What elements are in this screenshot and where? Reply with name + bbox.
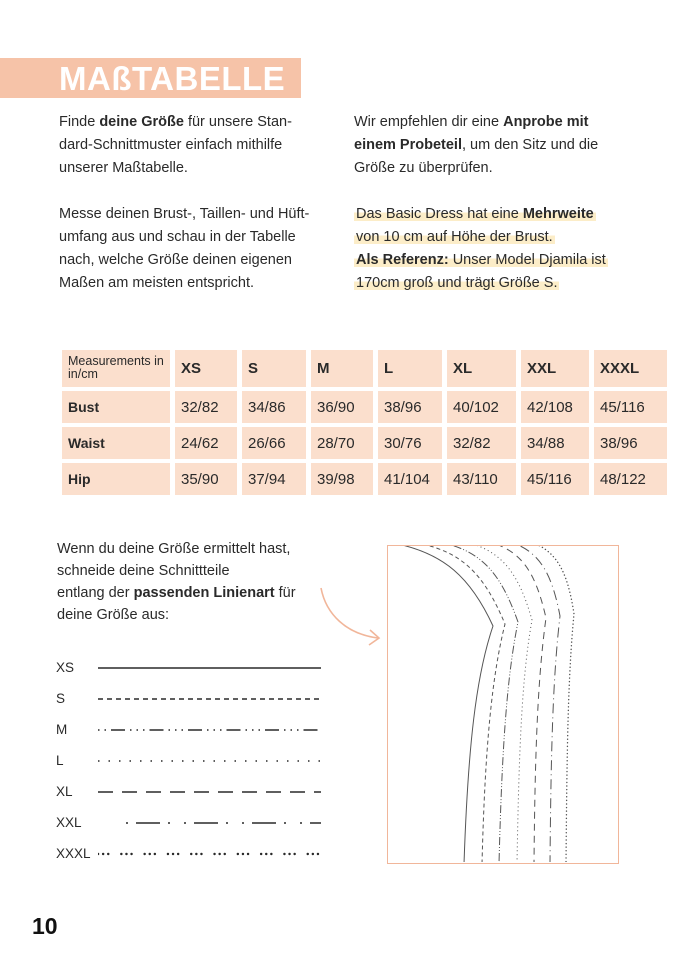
text-line: [57, 585, 296, 601]
text-run: Messe deinen Brust-, Taillen- und Hüft-: [59, 206, 310, 222]
text-line: [354, 114, 588, 130]
size-table-header-row: [62, 350, 667, 387]
text-line: [354, 252, 608, 268]
line-sample-xxxl: [98, 842, 338, 870]
line-sample-xl: [98, 780, 338, 808]
legend-label-xxl: XXL: [56, 815, 82, 830]
bold-text: passenden Linienart: [133, 585, 275, 601]
table-row-waist: [62, 427, 667, 459]
legend-label-xxxl: XXXL: [56, 846, 91, 861]
text-line: [59, 137, 282, 153]
text-run: entlang der: [57, 585, 134, 601]
text-run: unserer Maßtabelle.: [59, 160, 188, 176]
table-cell: 32/82: [447, 427, 516, 459]
size-header-xs: XS: [175, 350, 237, 387]
page-title: MAßTABELLE: [59, 60, 286, 97]
text-line: [354, 229, 555, 245]
size-header-s: S: [242, 350, 306, 387]
text-run: Größe zu überprüfen.: [354, 160, 493, 176]
table-cell: 40/102: [447, 391, 516, 423]
intro-left-paragraph-2: [59, 203, 334, 295]
text-run: Unser Model Djamila ist: [448, 252, 606, 268]
line-sample-xxl: [98, 811, 338, 839]
intro-left-paragraph-1: [59, 111, 334, 180]
row-label-waist: Waist: [62, 427, 170, 459]
pattern-lines-drawing: [388, 546, 617, 862]
text-line: [354, 206, 596, 222]
legend-label-s: S: [56, 691, 66, 706]
legend-row-xs: [56, 656, 346, 687]
table-cell: 38/96: [594, 427, 667, 459]
text-run: 170cm groß und trägt Größe S.: [356, 275, 558, 291]
table-cell: 32/82: [175, 391, 237, 423]
text-line: [59, 114, 292, 130]
intro-right-paragraph-2: [354, 203, 644, 295]
row-label-hip: Hip: [62, 463, 170, 495]
table-cell: 45/116: [521, 463, 589, 495]
page-number: 10: [32, 913, 58, 939]
table-cell: 37/94: [242, 463, 306, 495]
legend-label-l: L: [56, 753, 64, 768]
size-header-m: M: [311, 350, 373, 387]
table-cell: 43/110: [447, 463, 516, 495]
line-sample-s: [98, 687, 338, 715]
text-line: [354, 160, 493, 176]
text-line: [59, 206, 309, 222]
line-type-legend: [56, 656, 346, 873]
text-run: schneide deine Schnittteile: [57, 563, 230, 579]
size-table: [57, 346, 672, 499]
table-cell: 24/62: [175, 427, 237, 459]
table-cell: 42/108: [521, 391, 589, 423]
text-run: , um den Sitz und die: [461, 137, 599, 153]
text-run: Das Basic Dress hat eine: [356, 206, 523, 222]
text-run: von 10 cm auf Höhe der Brust.: [356, 229, 553, 245]
bold-text: Als Referenz:: [356, 252, 449, 268]
text-line: [57, 607, 169, 623]
intro-right: [354, 111, 644, 295]
text-run: umfang aus und schau in der Tabelle: [59, 229, 296, 245]
size-header-l: L: [378, 350, 442, 387]
legend-row-xxxl: [56, 842, 346, 873]
intro-left: [59, 111, 334, 295]
line-sample-m: [98, 718, 338, 746]
legend-row-xxl: [56, 811, 346, 842]
text-run: Wenn du deine Größe ermittelt hast,: [57, 541, 291, 557]
table-cell: 35/90: [175, 463, 237, 495]
legend-label-xs: XS: [56, 660, 75, 675]
table-cell: 41/104: [378, 463, 442, 495]
text-line: [59, 275, 254, 291]
text-run: dard-Schnittmuster einfach mithilfe: [59, 137, 283, 153]
text-run: Finde: [59, 114, 100, 130]
legend-row-l: [56, 749, 346, 780]
legend-label-xl: XL: [56, 784, 73, 799]
text-line: [57, 541, 290, 557]
intro-right-paragraph-1: [354, 111, 644, 180]
table-cell: 30/76: [378, 427, 442, 459]
table-cell: 36/90: [311, 391, 373, 423]
table-row-hip: [62, 463, 667, 495]
table-cell: 45/116: [594, 391, 667, 423]
size-table-header-label: Measurements in in/cm: [62, 350, 170, 387]
text-run: Maßen am meisten entspricht.: [59, 275, 255, 291]
text-run: Wir empfehlen dir eine: [354, 114, 504, 130]
size-header-xxxl: XXXL: [594, 350, 667, 387]
text-line: [59, 229, 296, 245]
line-sample-xs: [98, 656, 338, 684]
bold-text: einem Probeteil: [354, 137, 462, 153]
text-run: für: [274, 585, 296, 601]
table-cell: 38/96: [378, 391, 442, 423]
text-line: [57, 563, 230, 579]
legend-row-xl: [56, 780, 346, 811]
text-line: [59, 252, 292, 268]
text-line: [354, 137, 598, 153]
text-line: [354, 275, 559, 291]
table-cell: 34/88: [521, 427, 589, 459]
row-label-bust: Bust: [62, 391, 170, 423]
text-run: nach, welche Größe deinen eigenen: [59, 252, 292, 268]
table-cell: 28/70: [311, 427, 373, 459]
legend-row-s: [56, 687, 346, 718]
table-cell: 26/66: [242, 427, 306, 459]
size-header-xl: XL: [447, 350, 516, 387]
bold-text: Mehrweite: [522, 206, 594, 222]
bold-text: deine Größe: [99, 114, 184, 130]
legend-label-m: M: [56, 722, 68, 737]
text-line: [59, 160, 188, 176]
table-row-bust: [62, 391, 667, 423]
legend-row-m: [56, 718, 346, 749]
bold-text: Anprobe mit: [503, 114, 589, 130]
pointer-arrow: [318, 586, 390, 648]
text-run: deine Größe aus:: [57, 607, 170, 623]
table-cell: 34/86: [242, 391, 306, 423]
pattern-illustration: [387, 545, 619, 864]
size-header-xxl: XXL: [521, 350, 589, 387]
cutting-instruction: [57, 538, 347, 626]
table-cell: 48/122: [594, 463, 667, 495]
table-cell: 39/98: [311, 463, 373, 495]
line-sample-l: [98, 749, 338, 777]
text-run: für unsere Stan-: [183, 114, 292, 130]
